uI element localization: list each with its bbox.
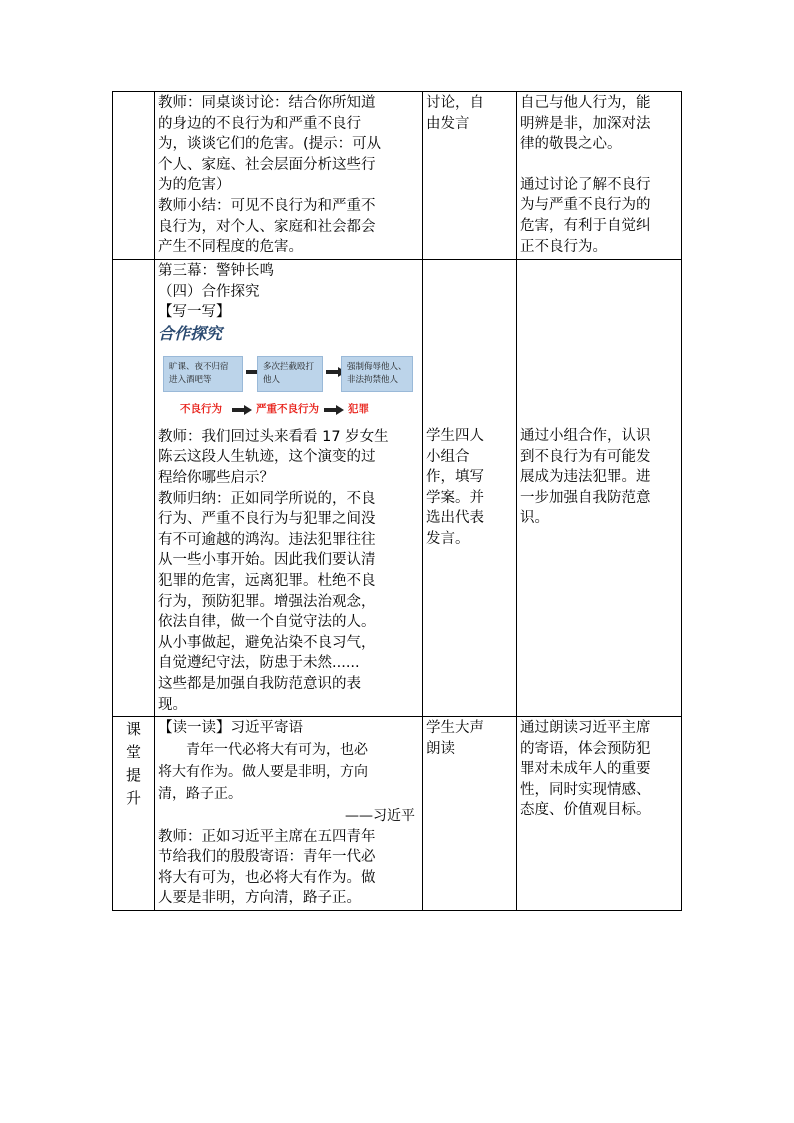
- text-line: 学案。并: [426, 489, 484, 506]
- text-line: 性，同时实现情感、: [520, 781, 651, 798]
- text-line: 产生不同程度的危害。: [158, 239, 303, 256]
- text-line: 朗读: [426, 740, 455, 757]
- text-line: 到不良行为有可能发: [520, 448, 651, 465]
- text-line: 从小事做起，避免沾染不良习气，: [158, 634, 376, 651]
- spacer: [520, 155, 678, 175]
- row-cooperation: [113, 260, 682, 717]
- write-heading: 【写一写】: [158, 304, 231, 321]
- text-line: 教师：同桌谈讨论：结合你所知道: [158, 95, 376, 111]
- behavior-progression-diagram: [158, 325, 416, 421]
- stage-char: 升: [125, 789, 141, 808]
- text-line: 陈云这段人生轨迹，这个演变的过: [158, 449, 376, 466]
- stage-char: 提: [125, 766, 141, 785]
- text-line: 一步加强自我防范意: [520, 489, 651, 506]
- lesson-plan-table: [112, 91, 682, 911]
- text-line: 节给我们的殷殷寄语：青年一代必: [158, 849, 376, 866]
- text-line: 程给你哪些启示？: [158, 469, 274, 486]
- teacher-activity-cell: [155, 92, 423, 260]
- text-line: 学生大声: [426, 720, 484, 737]
- spacer: [426, 261, 513, 426]
- text-line: 为与严重不良行为的: [520, 197, 651, 214]
- text-line: 良行为，对个人、家庭和社会都会: [158, 218, 376, 235]
- quote-line: 将大有作为。做人要是非明，方向: [158, 763, 368, 780]
- student-activity-cell: [423, 260, 517, 717]
- text-line: 行为，预防犯罪。增强法治观念，: [158, 593, 376, 610]
- text-line: 有不可逾越的鸿沟。违法犯罪往往: [158, 531, 376, 548]
- text-line: 人要是非明，方向清，路子正。: [158, 890, 361, 907]
- text-line: 选出代表: [426, 510, 484, 527]
- text-line: 展成为违法犯罪。进: [520, 469, 651, 486]
- flow-box-serious: [257, 356, 323, 392]
- scene-title: 第三幕：警钟长鸣: [158, 263, 274, 279]
- stage-label: [126, 718, 142, 810]
- student-activity-cell: [423, 717, 517, 911]
- quote-line: 青年一代必将大有可为，也必: [186, 741, 368, 758]
- text-line: 教师小结：可见不良行为和严重不: [158, 197, 376, 214]
- text-line: 个人、家庭、社会层面分析这些行: [158, 156, 376, 173]
- flow-box-minor: [163, 356, 243, 392]
- design-intent-cell: [517, 717, 682, 911]
- text-line: 学生四人: [426, 428, 484, 444]
- text-line: 通过讨论了解不良行: [520, 176, 651, 193]
- text-line: 律的敬畏之心。: [520, 136, 622, 153]
- stage-char: 课: [125, 720, 141, 739]
- text-line: 小组合: [426, 448, 470, 465]
- flow-text: 旷课、夜不归宿: [169, 361, 229, 372]
- flow-text: 进入酒吧等: [169, 374, 212, 385]
- text-line: 自觉遵纪守法，防患于未然......: [158, 655, 360, 672]
- stage-cell-empty: [113, 260, 155, 717]
- text-line: 将大有可为，也必将大有作为。做: [158, 869, 376, 886]
- stage-label-crime: 犯罪: [348, 402, 369, 415]
- text-line: 自己与他人行为，能: [520, 95, 651, 111]
- text-line: 这些都是加强自我防范意识的表: [158, 675, 361, 692]
- text-line: 行为、严重不良行为与犯罪之间没: [158, 511, 376, 528]
- student-activity-cell: [423, 92, 517, 260]
- text-line: 从一些小事开始。因此我们要认清: [158, 552, 376, 569]
- text-line: 正不良行为。: [520, 238, 607, 255]
- text-line: 现。: [158, 696, 187, 713]
- quote-signature: ——习近平: [345, 807, 415, 824]
- text-line: 犯罪的危害，远离犯罪。杜绝不良: [158, 572, 376, 589]
- flow-text: 强制侮辱他人、: [347, 361, 407, 372]
- text-line: 教师：我们回过头来看看 17 岁女生: [158, 428, 389, 445]
- spacer: [520, 261, 678, 426]
- text-line: 教师归纳：正如同学所说的，不良: [158, 490, 376, 507]
- arrow-right-icon: [324, 405, 344, 415]
- text-line: 作，填写: [426, 469, 484, 486]
- cooperation-logo: 合作探究: [158, 323, 223, 343]
- row-classroom-improvement: [113, 717, 682, 911]
- text-line: 明辨是非，加深对法: [520, 115, 651, 132]
- stage-label-bad-behavior: 不良行为: [180, 402, 222, 415]
- text-line: 为，谈谈它们的危害。(提示：可从: [158, 136, 382, 153]
- row-discussion: [113, 92, 682, 260]
- stage-char: 堂: [125, 743, 141, 762]
- read-heading: 【读一读】习近平寄语: [158, 720, 303, 737]
- text-line: 通过小组合作，认识: [520, 428, 651, 444]
- flow-text: 多次拦截殴打: [263, 361, 315, 372]
- text-line: 态度、价值观目标。: [520, 802, 651, 819]
- design-intent-cell: [517, 260, 682, 717]
- stage-label-serious-behavior: 严重不良行为: [256, 402, 319, 415]
- teacher-activity-cell: [155, 260, 423, 717]
- stage-cell-empty: [113, 92, 155, 260]
- flow-text: 非法拘禁他人: [347, 374, 399, 385]
- arrow-right-icon: [232, 405, 252, 415]
- text-line: 发言。: [426, 530, 470, 547]
- text-line: 识。: [520, 510, 549, 527]
- flow-text: 他人: [263, 374, 281, 385]
- design-intent-cell: [517, 92, 682, 260]
- section-subtitle: （四）合作探究: [158, 283, 260, 300]
- flow-box-crime: [341, 356, 413, 392]
- stage-cell: [113, 717, 155, 911]
- text-line: 的寄语，体会预防犯: [520, 740, 651, 757]
- quote-line: 清，路子正。: [158, 785, 242, 802]
- text-line: 罪对未成年人的重要: [520, 761, 651, 778]
- text-line: 教师：正如习近平主席在五四青年: [158, 828, 376, 845]
- text-line: 依法自律，做一个自觉守法的人。: [158, 614, 376, 631]
- text-line: 危害，有利于自觉纠: [520, 217, 651, 234]
- teacher-activity-cell: [155, 717, 423, 911]
- text-line: 的身边的不良行为和严重不良行: [158, 115, 361, 132]
- text-line: 由发言: [426, 115, 470, 132]
- text-line: 通过朗读习近平主席: [520, 720, 651, 737]
- text-line: 为的危害）: [158, 177, 231, 194]
- text-line: 讨论，自: [426, 95, 484, 111]
